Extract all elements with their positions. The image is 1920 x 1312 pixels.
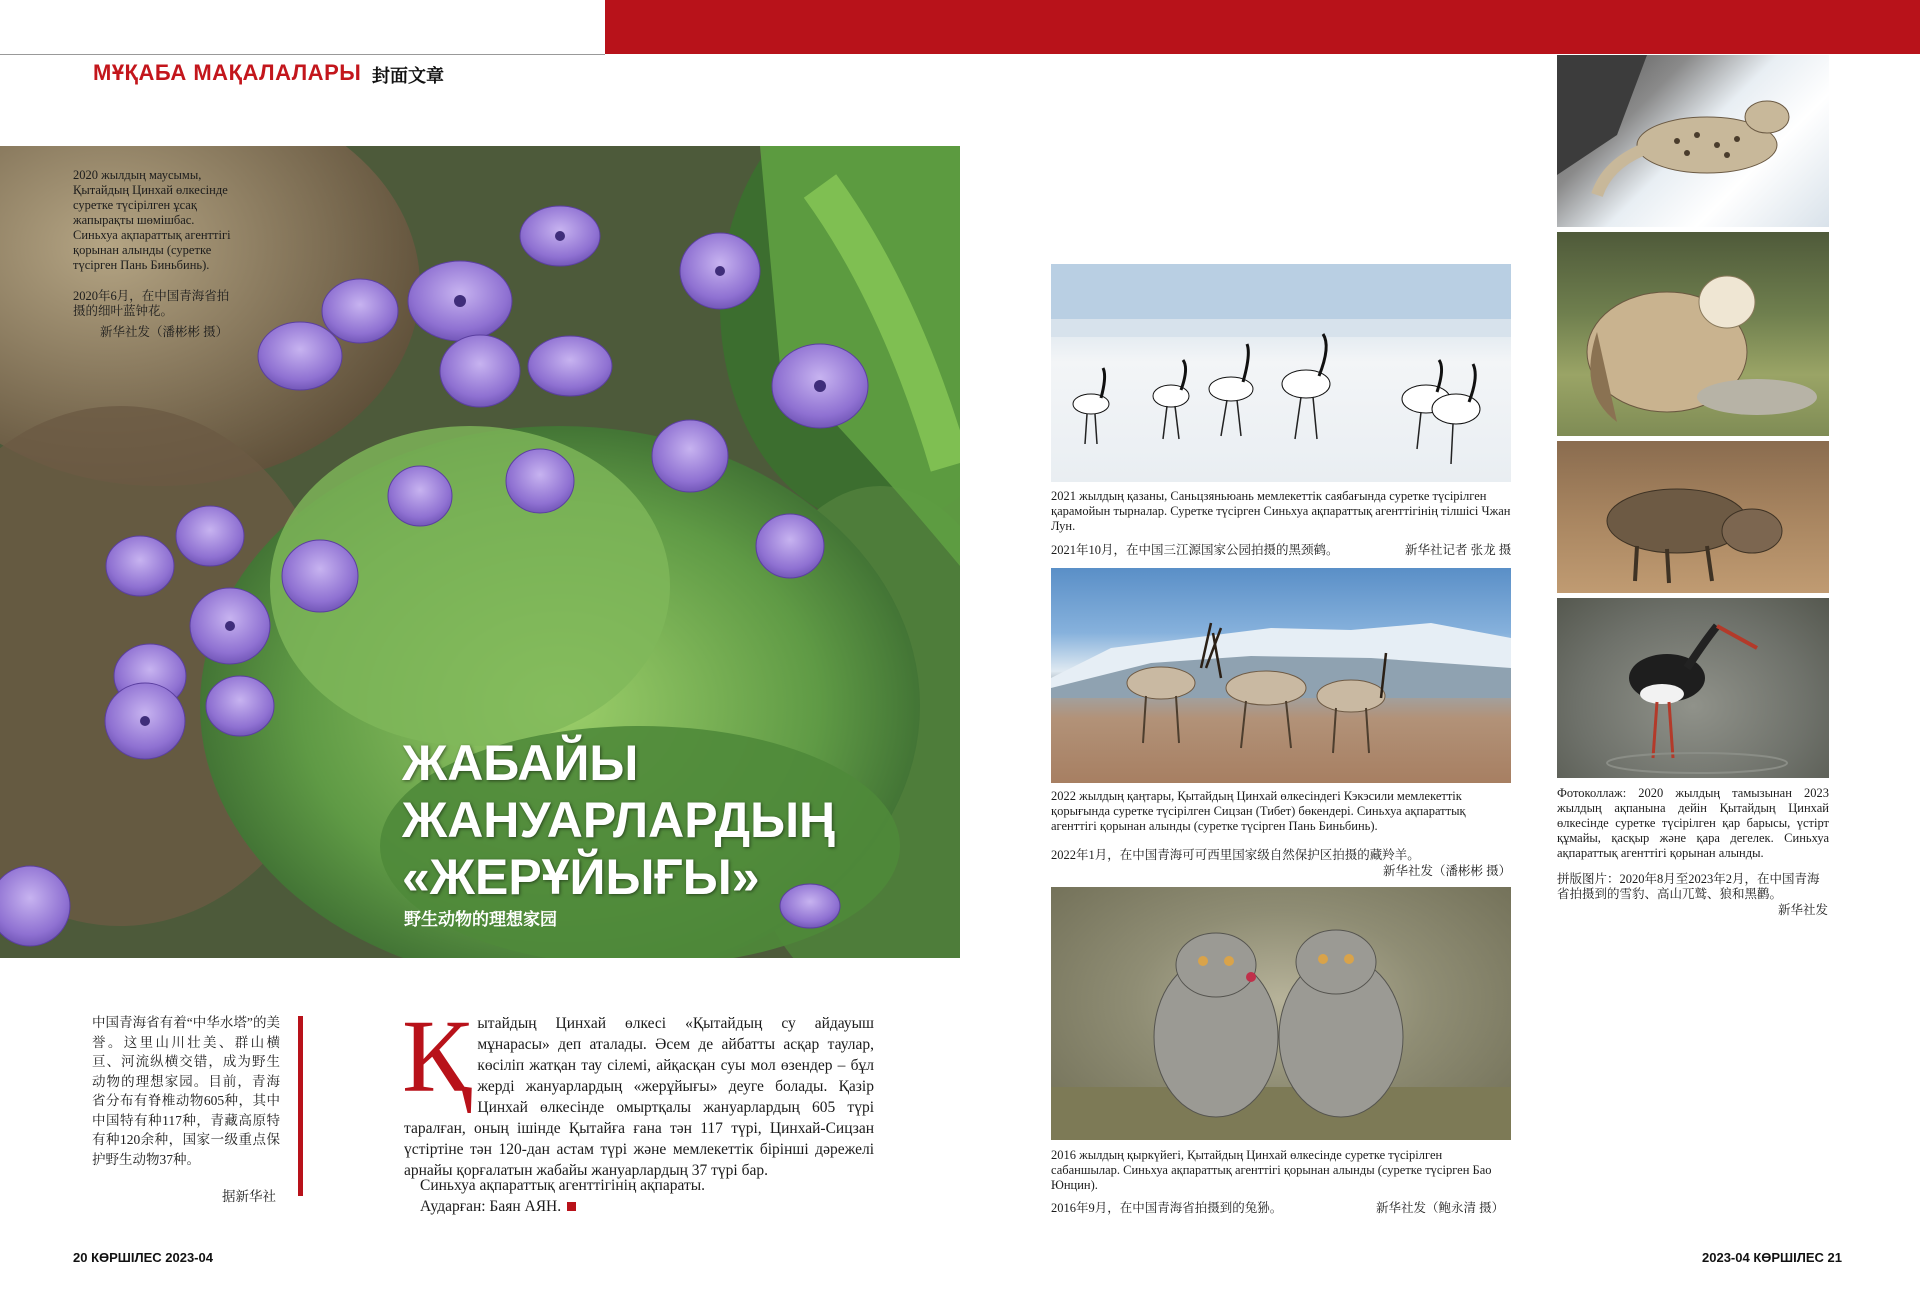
manul-photo	[1051, 887, 1511, 1140]
article-translator: Аударған: Баян АЯН.	[420, 1198, 562, 1215]
vulture-photo	[1557, 232, 1829, 436]
snow-leopard-illustration	[1557, 55, 1829, 227]
hero-caption-kz: 2020 жылдың маусымы, Қытайдың Цинхай өлкесінде суретке түсірілген ұсақ жапырақты шөмішбас. Синьхуа ақпараттық агенттігі қорынан алынды (суретке түсірген Пань Биньбинь).	[73, 168, 231, 272]
antelope-credit: 新华社发（潘彬彬 摄）	[1383, 864, 1512, 878]
antelope-caption-kz: 2022 жылдың қаңтары, Қытайдың Цинхай өлкесіндегі Кэкэсили мемлекеттік қорығында суретке түсірілген Сицзан (Тибет) бөкендері. Синьхуа ақпараттық агенттігі қорынан алынды (суретке түсірген Пань Биньбинь).	[1051, 789, 1466, 833]
footer-right-folio: 2023-04 КӨРШІЛЕС 21	[1702, 1250, 1842, 1265]
wolf-illustration	[1557, 441, 1829, 593]
snow-leopard-photo	[1557, 55, 1829, 227]
article-body	[402, 999, 874, 1181]
article-translator-line	[420, 1198, 576, 1216]
section-title-cn: 封面文章	[372, 66, 444, 86]
antelope-photo	[1051, 568, 1511, 783]
hero-credit: 新华社发（潘彬彬 摄）	[100, 325, 229, 339]
article-agency: Синьхуа ақпараттық агенттігінің ақпараты.	[420, 1177, 706, 1194]
title-line-3: «ЖЕРҰЙЫҒЫ»	[402, 849, 760, 905]
sidebar-red-rule	[298, 1016, 303, 1196]
article-subtitle-cn: 野生动物的理想家园	[404, 910, 557, 929]
footer-left-folio: 20 КӨРШІЛЕС 2023-04	[73, 1250, 213, 1265]
cranes-caption-kz: 2021 жылдың қазаны, Саньцзяньюань мемлекеттік саябағында суретке түсірілген қарамойын тырналар. Суретке түсірген Синьхуа ақпараттық агенттігінің тілшісі Чжан Лун.	[1051, 489, 1511, 533]
cranes-photo	[1051, 264, 1511, 482]
title-line-2: ЖАНУАРЛАРДЫҢ	[402, 792, 836, 848]
hero-caption-cn: 2020年6月，在中国青海省拍摄的细叶蓝钟花。	[73, 289, 230, 318]
sidebar-text-cn: 中国青海省有着“中华水塔”的美誉。这里山川壮美、群山横亘、河流纵横交错，成为野生动物的理想家园。目前，青海省分布有脊椎动物605种，其中中国特有种117种，青藏高原特有种120余种，国家一级重点保护野生动物37种。	[92, 1015, 280, 1167]
wolf-photo	[1557, 441, 1829, 593]
title-line-1: ЖАБАЙЫ	[402, 735, 639, 791]
cranes-caption-cn: 2021年10月，在中国三江源国家公园拍摄的黑颈鹤。	[1051, 543, 1339, 557]
sidebar-source: 据新华社	[222, 1189, 276, 1204]
cranes-credit: 新华社记者 张龙 摄	[1405, 543, 1512, 557]
manul-caption-kz: 2016 жылдың қыркүйегі, Қытайдың Цинхай өлкесінде суретке түсірілген сабаншылар. Синьхуа ақпараттық агенттігі қорынан алынды (суретке түсірген Бао Юнцин).	[1051, 1148, 1492, 1192]
black-stork-illustration	[1557, 598, 1829, 778]
collage-caption-kz: Фотоколлаж: 2020 жылдың тамызынан 2023 жылдың ақпанына дейін Қытайдың Цинхай өлкесінде суретке түсірілген қар барысы, үстірт құмайы, қасқыр және қара дегелек. Синьхуа ақпараттық агенттігі қорынан алынды.	[1557, 786, 1829, 860]
collage-credit: 新华社发	[1778, 903, 1829, 917]
article-title	[402, 735, 835, 906]
top-rule	[0, 0, 605, 55]
top-red-bar	[605, 0, 1920, 54]
black-stork-photo	[1557, 598, 1829, 778]
manul-credit: 新华社发（鲍永清 摄）	[1376, 1201, 1505, 1215]
antelope-illustration	[1051, 568, 1511, 783]
end-mark-icon	[567, 1202, 576, 1211]
article-body-text: ытайдың Цинхай өлкесі «Қытайдың су айдауыш мұнарасы» деп аталады. Әсем де айбатты асқар таулар, көсіліп жатқан тау сілемі, айқасқан суы мол өзендер – бұл жерді жануарлардың «жерұйығы» деуге болады. Қазір Цинхай өлкесінде омыртқалы жануарлардың 605 түрі таралған, оның ішінде Қытайға ғана тән 117 түрі, Цинхай-Сицзан үстіртіне тән 120-дан астам түрі және мемлекеттік бірінші дәрежелі арнайы қорғалатын жабайы жануарлардың 37 түрі бар.	[404, 1015, 874, 1179]
manul-caption-cn: 2016年9月，在中国青海省拍摄到的兔狲。	[1051, 1201, 1283, 1215]
cranes-illustration	[1051, 264, 1511, 482]
vulture-illustration	[1557, 232, 1829, 436]
section-title-kz: МҰҚАБА МАҚАЛАЛАРЫ	[93, 60, 362, 85]
manul-illustration	[1051, 887, 1511, 1140]
collage-caption-cn: 拼版图片：2020年8月至2023年2月，在中国青海省拍摄到的雪豹、高山兀鹫、狼和黑鹳。	[1557, 872, 1820, 901]
drop-cap: Қ	[402, 999, 472, 1114]
antelope-caption-cn: 2022年1月，在中国青海可可西里国家级自然保护区拍摄的藏羚羊。	[1051, 848, 1420, 862]
